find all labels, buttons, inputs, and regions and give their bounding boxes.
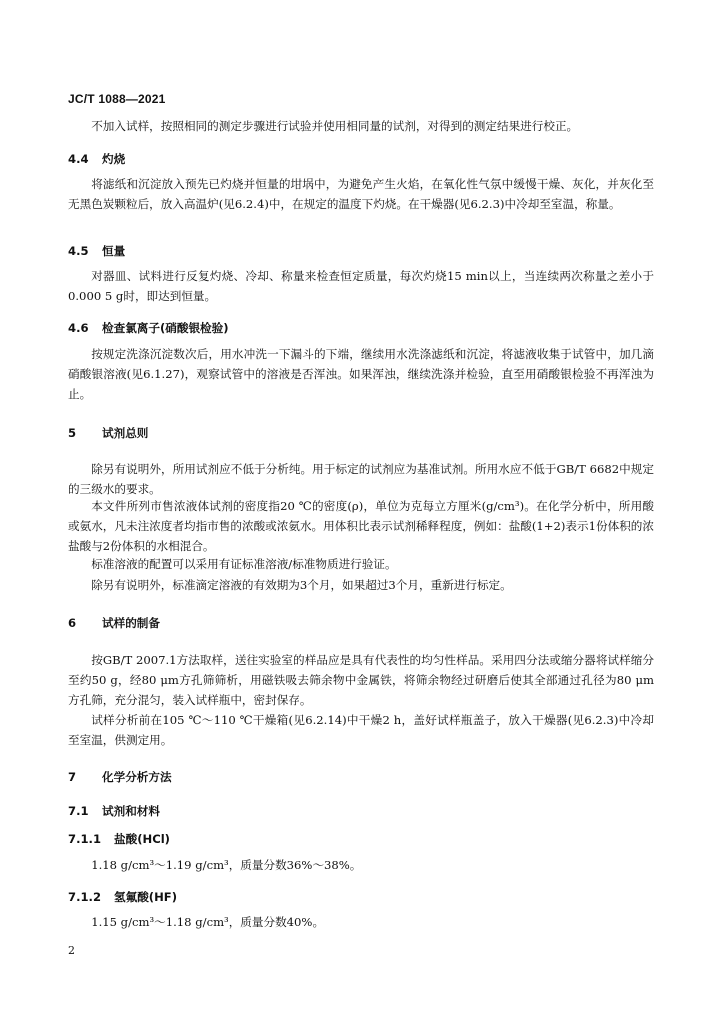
paragraph-validity: 除另有说明外，标准滴定溶液的有效期为3个月，如果超过3个月，重新进行标定。 bbox=[91, 578, 512, 592]
standard-code-header: JC/T 1088—2021 bbox=[68, 92, 166, 106]
section-title: 盐酸(HCl) bbox=[114, 832, 170, 846]
paragraph-drying: 试样分析前在105 ℃～110 ℃干燥箱(见6.2.14)中干燥2 h，盖好试样瓶盖子，放入干燥器(见6.2.3)中冷却至室温，供测定用。 bbox=[68, 713, 654, 747]
section-number: 7.1.1 bbox=[68, 832, 102, 846]
section-number: 4.5 bbox=[68, 244, 89, 258]
section-title: 试样的制备 bbox=[102, 616, 160, 630]
section-heading-7-1-2 bbox=[68, 889, 177, 905]
section-number: 7 bbox=[68, 770, 77, 784]
section-number: 7.1.2 bbox=[68, 890, 102, 904]
paragraph-chloride-check: 按规定洗涤沉淀数次后，用水冲洗一下漏斗的下端，继续用水洗涤滤纸和沉淀，将滤液收集于试管中，加几滴硝酸银溶液(见6.1.27)，观察试管中的溶液是否浑浊。如果浑浊，继续洗涤并检验，直至用硝酸银检验不再浑浊为止。 bbox=[68, 347, 654, 401]
section-heading-4-6 bbox=[68, 320, 229, 336]
section-heading-5 bbox=[68, 425, 148, 441]
paragraph-reagent-grade: 除另有说明外，所用试剂应不低于分析纯。用于标定的试剂应为基准试剂。所用水应不低于GB/T 6682中规定的三级水的要求。 bbox=[68, 462, 654, 496]
section-number: 4.6 bbox=[68, 321, 89, 335]
paragraph-calibration: 不加入试样，按照相同的测定步骤进行试验并使用相同量的试剂，对得到的测定结果进行校正。 bbox=[91, 119, 579, 133]
paragraph-standard-solution: 标准溶液的配置可以采用有证标准溶液/标准物质进行验证。 bbox=[91, 557, 397, 571]
section-title: 化学分析方法 bbox=[102, 770, 172, 784]
paragraph-hf-spec: 1.15 g/cm³～1.18 g/cm³，质量分数40%。 bbox=[91, 915, 325, 929]
page-number: 2 bbox=[68, 944, 75, 957]
section-number: 4.4 bbox=[68, 152, 89, 166]
section-title: 试剂和材料 bbox=[102, 804, 160, 818]
section-number: 5 bbox=[68, 426, 77, 440]
section-title: 氢氟酸(HF) bbox=[114, 890, 178, 904]
section-number: 7.1 bbox=[68, 804, 89, 818]
paragraph-hcl-spec: 1.18 g/cm³～1.19 g/cm³，质量分数36%～38%。 bbox=[91, 858, 362, 872]
section-heading-7-1 bbox=[68, 803, 160, 819]
paragraph-sampling: 按GB/T 2007.1方法取样，送往实验室的样品应是具有代表性的均匀性样品。采用四分法或缩分器将试样缩分至约50 g，经80 μm方孔筛筛析，用磁铁吸去筛余物中金属铁，将筛余物经过研磨后使其全部通过孔径为80 μm方孔筛，充分混匀，装入试样瓶中，密封保存。 bbox=[68, 653, 654, 707]
section-title: 恒量 bbox=[102, 244, 126, 258]
section-heading-6 bbox=[68, 615, 160, 631]
section-title: 检查氯离子(硝酸银检验) bbox=[102, 321, 229, 335]
section-heading-4-5 bbox=[68, 243, 125, 259]
paragraph-ignition: 将滤纸和沉淀放入预先已灼烧并恒量的坩埚中，为避免产生火焰，在氧化性气氛中缓慢干燥、灰化，并灰化至无黑色炭颗粒后，放入高温炉(见6.2.4)中，在规定的温度下灼烧。在干燥器(见6.2.3)中冷却至室温，称量。 bbox=[68, 177, 654, 211]
section-title: 试剂总则 bbox=[102, 426, 149, 440]
section-heading-7 bbox=[68, 769, 172, 785]
section-heading-7-1-1 bbox=[68, 831, 170, 847]
section-number: 6 bbox=[68, 616, 77, 630]
section-title: 灼烧 bbox=[102, 152, 126, 166]
section-heading-4-4 bbox=[68, 151, 125, 167]
paragraph-reagent-density: 本文件所列市售浓液体试剂的密度指20 ℃的密度(ρ)，单位为克每立方厘米(g/cm³)。在化学分析中，所用酸或氨水，凡未注浓度者均指市售的浓酸或浓氨水。用体积比表示试剂稀释程度，例如：盐酸(1+2)表示1份体积的浓盐酸与2份体积的水相混合。 bbox=[68, 499, 654, 553]
paragraph-constant-mass: 对器皿、试料进行反复灼烧、冷却、称量来检查恒定质量，每次灼烧15 min以上，当连续两次称量之差小于0.000 5 g时，即达到恒量。 bbox=[68, 269, 654, 303]
